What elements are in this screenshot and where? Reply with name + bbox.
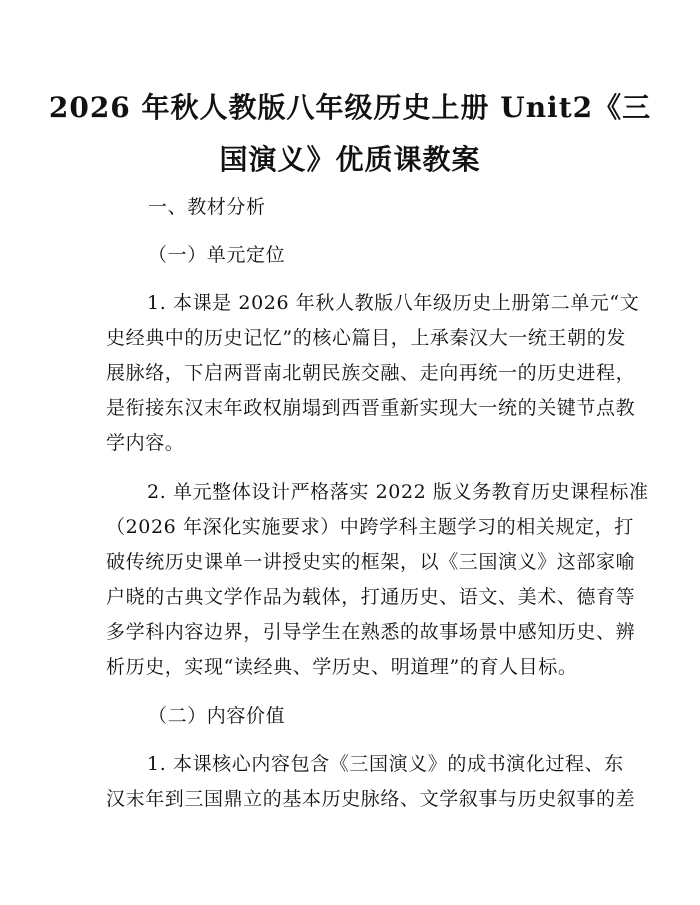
paragraph-2-line-6: 析历史，实现“读经典、学历史、明道理”的育人目标。	[106, 656, 578, 678]
paragraph-1-line-3: 展脉络，下启两晋南北朝民族交融、走向再统一的历史进程，	[106, 362, 636, 384]
subsection-heading-unit-position: （一）单元定位	[148, 244, 286, 266]
paragraph-2-line-5: 多学科内容边界，引导学生在熟悉的故事场景中感知历史、辨	[106, 621, 636, 643]
paragraph-1-line-1: 1. 本课是 2026 年秋人教版八年级历史上册第二单元“文	[147, 292, 640, 314]
paragraph-1-line-2: 史经典中的历史记忆”的核心篇目，上承秦汉大一统王朝的发	[106, 327, 626, 349]
paragraph-2-line-1: 2. 单元整体设计严格落实 2022 版义务教育历史课程标准	[147, 481, 649, 503]
document-title-line-2: 国演义》优质课教案	[219, 143, 481, 176]
paragraph-2-line-2: （2026 年深化实施要求）中跨学科主题学习的相关规定，打	[106, 516, 634, 538]
paragraph-3-line-1: 1. 本课核心内容包含《三国演义》的成书演化过程、东	[147, 753, 624, 775]
paragraph-2-line-4: 户晓的古典文学作品为载体，打通历史、语文、美术、德育等	[106, 586, 636, 608]
paragraph-2-line-3: 破传统历史课单一讲授史实的框架，以《三国演义》这部家喻	[106, 551, 636, 573]
paragraph-1-line-5: 学内容。	[106, 432, 185, 454]
section-heading-textbook-analysis: 一、教材分析	[148, 196, 266, 218]
document-title-line-1: 2026 年秋人教版八年级历史上册 Unit2《三	[48, 91, 652, 124]
paragraph-1-line-4: 是衔接东汉末年政权崩塌到西晋重新实现大一统的关键节点教	[106, 397, 636, 419]
paragraph-3-line-2: 汉末年到三国鼎立的基本历史脉络、文学叙事与历史叙事的差	[106, 788, 636, 810]
subsection-heading-content-value: （二）内容价值	[148, 705, 286, 727]
